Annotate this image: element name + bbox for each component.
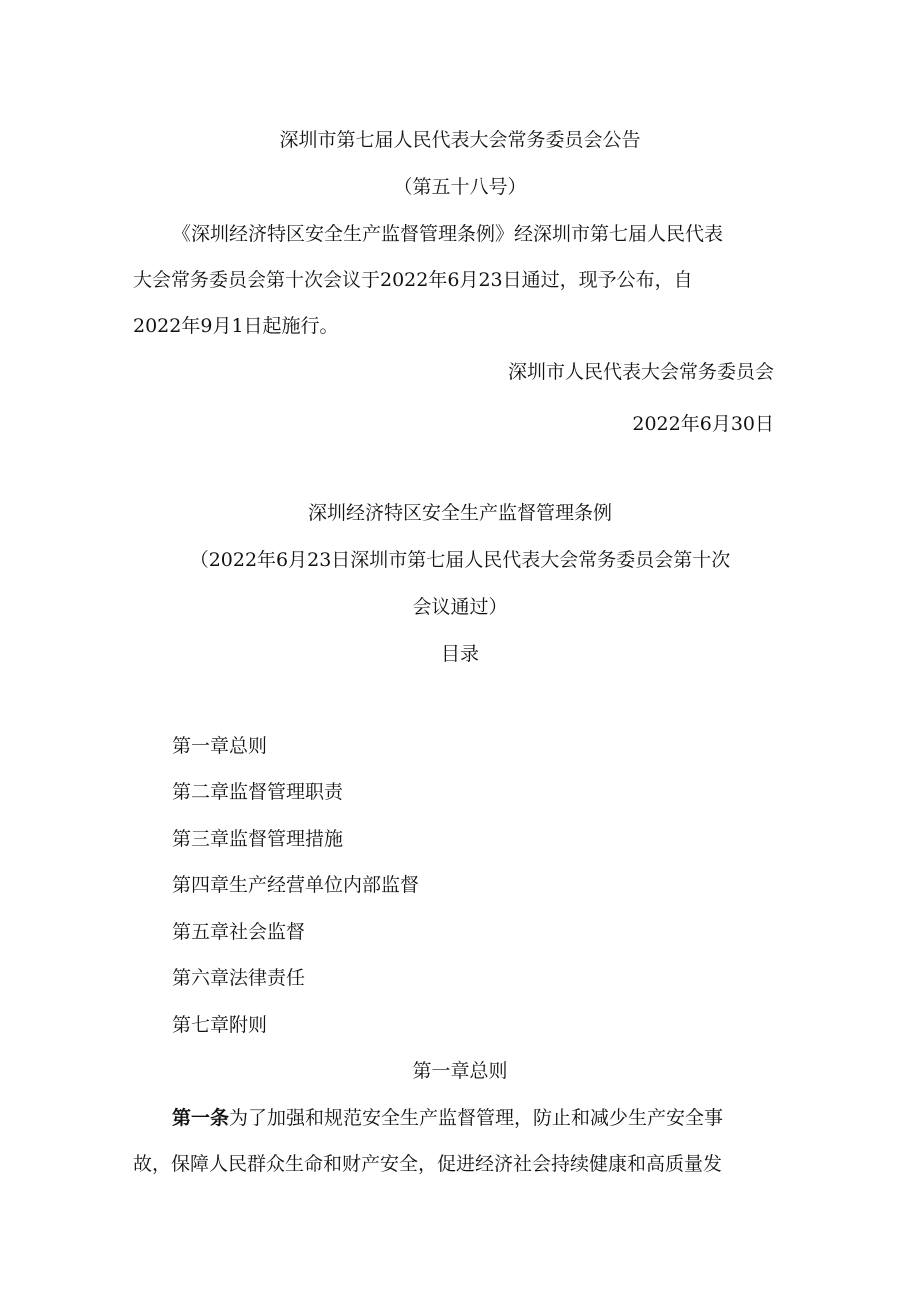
toc-item: 第六章法律责任 (172, 967, 306, 989)
chapter-heading: 第一章总则 (412, 1060, 508, 1082)
article-1-line-2: 故，保障人民群众生命和财产安全，促进经济社会持续健康和高质量发 (133, 1153, 723, 1175)
announcement-date: 2022年6月30日 (632, 413, 774, 435)
article-1-line-1 (172, 1105, 723, 1131)
adoption-note-line-2: 会议通过） (412, 596, 508, 618)
regulation-title: 深圳经济特区安全生产监督管理条例 (307, 502, 612, 524)
announcement-body-line-1: 《深圳经济特区安全生产监督管理条例》经深圳市第七届人民代表 (172, 223, 724, 245)
announcement-number: （第五十八号） (393, 176, 527, 198)
announcement-body-line-2: 大会常务委员会第十次会议于2022年6月23日通过，现予公布，自 (133, 269, 693, 291)
toc-item: 第二章监督管理职责 (172, 781, 344, 803)
announcement-title: 深圳市第七届人民代表大会常务委员会公告 (279, 129, 641, 151)
article-label: 第一条 (172, 1107, 230, 1129)
toc-item: 第七章附则 (172, 1014, 268, 1036)
toc-item: 第三章监督管理措施 (172, 828, 344, 850)
announcement-body-line-3: 2022年9月1日起施行。 (133, 315, 339, 337)
adoption-note-line-1: （2022年6月23日深圳市第七届人民代表大会常务委员会第十次 (189, 549, 731, 571)
announcement-signature: 深圳市人民代表大会常务委员会 (507, 361, 774, 383)
toc-item: 第四章生产经营单位内部监督 (172, 874, 420, 896)
toc-item: 第一章总则 (172, 735, 268, 757)
toc-item: 第五章社会监督 (172, 921, 306, 943)
article-text: 为了加强和规范安全生产监督管理，防止和减少生产安全事 (229, 1107, 724, 1129)
toc-heading: 目录 (440, 643, 479, 665)
